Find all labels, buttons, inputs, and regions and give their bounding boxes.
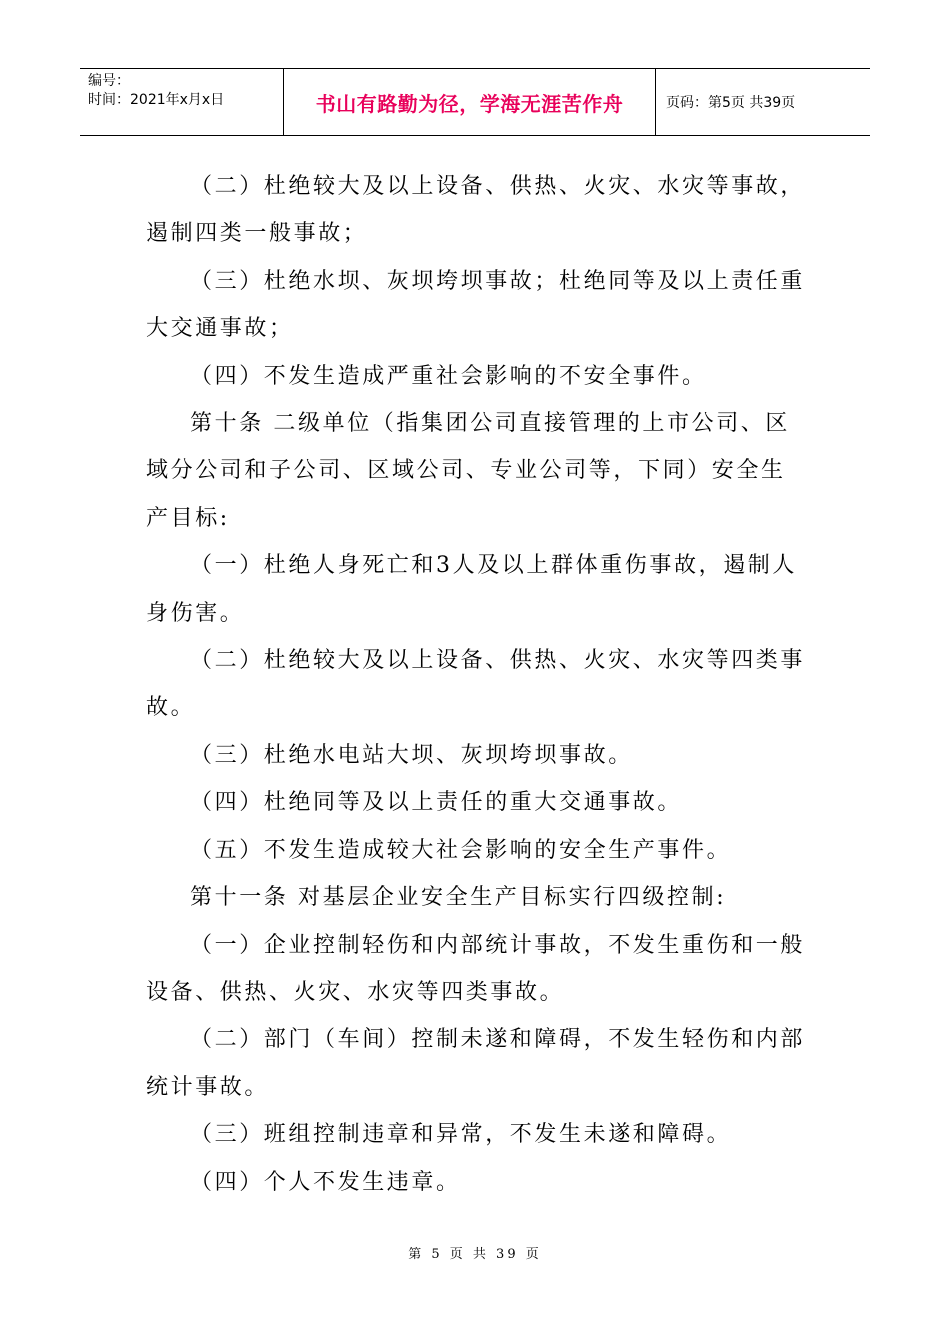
document-number-label: 编号： (88, 73, 130, 89)
header-motto: 书山有路勤为径，学海无涯苦作舟 (315, 91, 624, 116)
paragraph: （一）杜绝人身死亡和3人及以上群体重伤事故，遏制人身伤害。 (146, 553, 797, 626)
paragraph: （二）部门（车间）控制未遂和障碍，不发生轻伤和内部统计事故。 (146, 1027, 806, 1100)
paragraph: （二）杜绝较大及以上设备、供热、火灾、水灾等四类事故。 (146, 648, 806, 721)
header-page-info-cell (656, 69, 870, 135)
document-time-label: 时间：2021年x月x日 (88, 92, 225, 108)
paragraph: （三）杜绝水电站大坝、灰坝垮坝事故。 (190, 742, 633, 768)
article-heading-11: 第十一条 对基层企业安全生产目标实行四级控制: (190, 885, 727, 911)
paragraph: （三）杜绝水坝、灰坝垮坝事故；杜绝同等及以上责任重大交通事故； (146, 268, 806, 342)
header-page-info: 页码：第5页 共39页 (666, 95, 796, 111)
paragraph: （四）个人不发生违章。 (190, 1169, 461, 1195)
paragraph: （四）杜绝同等及以上责任的重大交通事故。 (190, 790, 683, 816)
paragraph: （五）不发生造成较大社会影响的安全生产事件。 (190, 837, 732, 863)
paragraph: （三）班组控制违章和异常，不发生未遂和障碍。 (190, 1122, 732, 1148)
header-motto-cell (283, 69, 656, 135)
header-meta (80, 69, 283, 135)
paragraph: （一）企业控制轻伤和内部统计事故，不发生重伤和一般设备、供热、火灾、水灾等四类事故。 (146, 932, 806, 1005)
page-header (80, 68, 870, 136)
paragraph: （四）不发生造成严重社会影响的不安全事件。 (190, 363, 707, 389)
article-heading-10: 第十条 二级单位（指集团公司直接管理的上市公司、区域分公司和子公司、区域公司、专业公司等，下同）安全生产目标: (146, 411, 790, 531)
paragraph: （二）杜绝较大及以上设备、供热、火灾、水灾等事故，遏制四类一般事故； (146, 174, 806, 247)
page-footer: 第 5 页 共 39 页 (408, 1247, 542, 1262)
document-body (146, 163, 806, 1206)
